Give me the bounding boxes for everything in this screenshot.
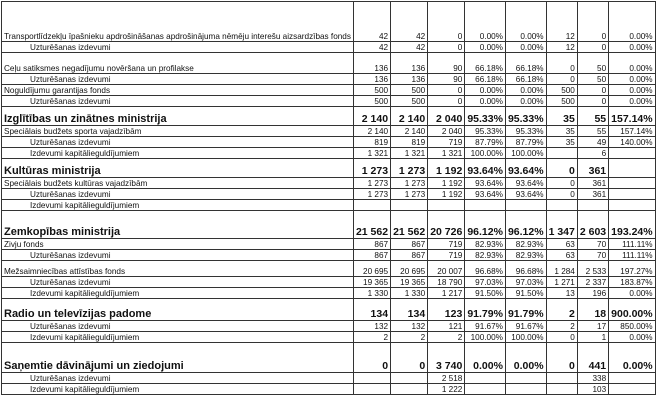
table-row: [2, 384, 656, 395]
cell-col8: [609, 148, 655, 159]
cell-col1: 19 365: [353, 277, 390, 288]
table-row: [2, 200, 656, 211]
table-row: [2, 126, 656, 137]
cell-col7: 441: [577, 343, 608, 373]
cell-col2: 42: [391, 42, 428, 53]
cell-col6: [546, 148, 577, 159]
cell-col3: 2 518: [428, 373, 465, 384]
cell-col2: 1 273: [391, 178, 428, 189]
table-row: [2, 332, 656, 343]
cell-col1: 1 273: [353, 189, 390, 200]
cell-col2: 867: [391, 239, 428, 250]
cell-col5: 100.00%: [505, 148, 546, 159]
row-label: Transportlīdzekļu īpašnieku apdrošināšanas apdrošinājuma nēmēju interešu aizsardzības fonds: [2, 2, 354, 42]
cell-col4: 93.64%: [465, 159, 506, 178]
cell-col2: 0: [391, 343, 428, 373]
cell-col5: 82.93%: [505, 239, 546, 250]
row-label: Ceļu satiksmes negadījumu novēršana un profilakse: [2, 53, 354, 74]
cell-col1: 0: [353, 343, 390, 373]
cell-col8: 111.11%: [609, 250, 655, 261]
cell-col1: 819: [353, 137, 390, 148]
cell-col5: 97.03%: [505, 277, 546, 288]
cell-col8: 183.87%: [609, 277, 655, 288]
cell-col8: [609, 373, 655, 384]
cell-col6: 500: [546, 96, 577, 107]
row-label: Izdevumi kapitālieguldījumiem: [2, 288, 354, 299]
cell-col3: [428, 200, 465, 211]
cell-col6: 1 271: [546, 277, 577, 288]
cell-col1: 1 273: [353, 178, 390, 189]
cell-col4: 0.00%: [465, 85, 506, 96]
row-label: Mežsaimniecības attīstības fonds: [2, 261, 354, 277]
row-label: Uzturēšanas izdevumi: [2, 74, 354, 85]
cell-col2: 1 321: [391, 148, 428, 159]
table-row: [2, 137, 656, 148]
cell-col2: 1 273: [391, 189, 428, 200]
cell-col5: 0.00%: [505, 96, 546, 107]
cell-col2: 867: [391, 250, 428, 261]
cell-col2: 19 365: [391, 277, 428, 288]
cell-col4: [465, 384, 506, 395]
cell-col6: 0: [546, 343, 577, 373]
table-row: [2, 239, 656, 250]
row-label: Speciālais budžets sporta vajadzībām: [2, 126, 354, 137]
cell-col3: 719: [428, 250, 465, 261]
table-row: [2, 189, 656, 200]
cell-col1: 136: [353, 74, 390, 85]
cell-col8: 0.00%: [609, 332, 655, 343]
cell-col4: 0.00%: [465, 343, 506, 373]
cell-col6: 35: [546, 137, 577, 148]
cell-col4: 91.79%: [465, 299, 506, 321]
cell-col7: 55: [577, 126, 608, 137]
table-row: [2, 288, 656, 299]
cell-col2: 500: [391, 96, 428, 107]
cell-col8: [609, 189, 655, 200]
cell-col2: 42: [391, 2, 428, 42]
cell-col2: 136: [391, 74, 428, 85]
cell-col7: 2 603: [577, 211, 608, 239]
cell-col7: 196: [577, 288, 608, 299]
cell-col5: 91.67%: [505, 321, 546, 332]
row-label: Saņemtie dāvinājumi un ziedojumi: [2, 343, 354, 373]
cell-col4: 95.33%: [465, 126, 506, 137]
cell-col7: 361: [577, 159, 608, 178]
cell-col1: 2 140: [353, 107, 390, 126]
cell-col5: 0.00%: [505, 85, 546, 96]
cell-col7: 338: [577, 373, 608, 384]
cell-col3: 123: [428, 299, 465, 321]
row-label: Izdevumi kapitālieguldījumiem: [2, 200, 354, 211]
cell-col4: 91.67%: [465, 321, 506, 332]
cell-col4: 96.68%: [465, 261, 506, 277]
cell-col7: 0: [577, 2, 608, 42]
cell-col5: [505, 200, 546, 211]
cell-col7: 17: [577, 321, 608, 332]
cell-col5: 66.18%: [505, 74, 546, 85]
cell-col3: 90: [428, 74, 465, 85]
cell-col4: 66.18%: [465, 53, 506, 74]
cell-col2: [391, 373, 428, 384]
table-row: [2, 277, 656, 288]
cell-col5: 0.00%: [505, 2, 546, 42]
cell-col4: 82.93%: [465, 250, 506, 261]
cell-col1: 42: [353, 42, 390, 53]
row-label: Uzturēšanas izdevumi: [2, 250, 354, 261]
cell-col5: 96.12%: [505, 211, 546, 239]
cell-col6: 1 284: [546, 261, 577, 277]
table-row: [2, 148, 656, 159]
cell-col4: 66.18%: [465, 74, 506, 85]
cell-col8: 157.14%: [609, 126, 655, 137]
cell-col2: 20 695: [391, 261, 428, 277]
cell-col8: 111.11%: [609, 239, 655, 250]
cell-col4: 96.12%: [465, 211, 506, 239]
cell-col5: 93.64%: [505, 189, 546, 200]
cell-col8: 157.14%: [609, 107, 655, 126]
cell-col6: 500: [546, 85, 577, 96]
table-row: [2, 74, 656, 85]
cell-col3: 0: [428, 42, 465, 53]
cell-col7: 50: [577, 53, 608, 74]
cell-col7: 361: [577, 189, 608, 200]
row-label: Noguldījumu garantijas fonds: [2, 85, 354, 96]
cell-col6: 2: [546, 299, 577, 321]
cell-col1: 132: [353, 321, 390, 332]
table-row: [2, 321, 656, 332]
cell-col5: [505, 373, 546, 384]
cell-col5: 82.93%: [505, 250, 546, 261]
table-row: [2, 343, 656, 373]
row-label: Zivju fonds: [2, 239, 354, 250]
cell-col5: 95.33%: [505, 107, 546, 126]
cell-col6: [546, 384, 577, 395]
budget-table: [1, 1, 656, 395]
cell-col4: 0.00%: [465, 42, 506, 53]
cell-col6: 35: [546, 107, 577, 126]
cell-col3: 18 790: [428, 277, 465, 288]
row-label: Uzturēšanas izdevumi: [2, 96, 354, 107]
cell-col5: 100.00%: [505, 332, 546, 343]
cell-col7: 0: [577, 85, 608, 96]
table-row: [2, 178, 656, 189]
cell-col7: 1: [577, 332, 608, 343]
table-row: [2, 261, 656, 277]
cell-col4: 95.33%: [465, 107, 506, 126]
cell-col1: 134: [353, 299, 390, 321]
cell-col1: 867: [353, 250, 390, 261]
cell-col3: 1 321: [428, 148, 465, 159]
cell-col3: 121: [428, 321, 465, 332]
cell-col1: [353, 373, 390, 384]
cell-col8: 0.00%: [609, 288, 655, 299]
cell-col8: 0.00%: [609, 42, 655, 53]
cell-col6: 63: [546, 250, 577, 261]
cell-col6: 0: [546, 74, 577, 85]
cell-col2: 2 140: [391, 107, 428, 126]
cell-col6: 0: [546, 189, 577, 200]
table-row: [2, 42, 656, 53]
table-row: [2, 299, 656, 321]
row-label: Uzturēšanas izdevumi: [2, 189, 354, 200]
cell-col7: 361: [577, 178, 608, 189]
cell-col8: [609, 178, 655, 189]
cell-col3: 20 007: [428, 261, 465, 277]
cell-col5: [505, 384, 546, 395]
cell-col3: 0: [428, 96, 465, 107]
row-label: Uzturēšanas izdevumi: [2, 137, 354, 148]
cell-col2: 1 273: [391, 159, 428, 178]
cell-col1: 2 140: [353, 126, 390, 137]
cell-col2: [391, 200, 428, 211]
cell-col6: 35: [546, 126, 577, 137]
cell-col3: 1 192: [428, 159, 465, 178]
cell-col3: 1 192: [428, 178, 465, 189]
cell-col1: 21 562: [353, 211, 390, 239]
row-label: Uzturēšanas izdevumi: [2, 321, 354, 332]
cell-col2: [391, 384, 428, 395]
cell-col3: 719: [428, 137, 465, 148]
cell-col3: 2: [428, 332, 465, 343]
cell-col2: 819: [391, 137, 428, 148]
cell-col3: 0: [428, 85, 465, 96]
cell-col8: 140.00%: [609, 137, 655, 148]
cell-col7: 49: [577, 137, 608, 148]
cell-col6: 1 347: [546, 211, 577, 239]
table-row: [2, 96, 656, 107]
cell-col2: 136: [391, 53, 428, 74]
cell-col7: 2 337: [577, 277, 608, 288]
cell-col7: [577, 200, 608, 211]
cell-col1: 1 330: [353, 288, 390, 299]
cell-col6: 13: [546, 288, 577, 299]
cell-col3: 1 217: [428, 288, 465, 299]
cell-col4: 82.93%: [465, 239, 506, 250]
cell-col1: 1 273: [353, 159, 390, 178]
cell-col1: 500: [353, 96, 390, 107]
cell-col8: 0.00%: [609, 96, 655, 107]
cell-col8: 193.24%: [609, 211, 655, 239]
cell-col7: 103: [577, 384, 608, 395]
cell-col1: 136: [353, 53, 390, 74]
cell-col5: 0.00%: [505, 343, 546, 373]
cell-col6: [546, 373, 577, 384]
cell-col1: [353, 384, 390, 395]
cell-col1: 20 695: [353, 261, 390, 277]
cell-col5: 93.64%: [505, 159, 546, 178]
row-label: Izdevumi kapitālieguldījumiem: [2, 384, 354, 395]
row-label: Kultūras ministrija: [2, 159, 354, 178]
row-label: Izdevumi kapitālieguldījumiem: [2, 148, 354, 159]
cell-col7: 55: [577, 107, 608, 126]
cell-col4: 97.03%: [465, 277, 506, 288]
cell-col7: 0: [577, 42, 608, 53]
cell-col6: 12: [546, 42, 577, 53]
cell-col6: 2: [546, 321, 577, 332]
cell-col5: 96.68%: [505, 261, 546, 277]
cell-col2: 2: [391, 332, 428, 343]
row-label: Uzturēšanas izdevumi: [2, 42, 354, 53]
cell-col4: 100.00%: [465, 148, 506, 159]
cell-col1: 1 321: [353, 148, 390, 159]
cell-col8: 0.00%: [609, 74, 655, 85]
cell-col8: 197.27%: [609, 261, 655, 277]
cell-col5: 95.33%: [505, 126, 546, 137]
cell-col4: 0.00%: [465, 96, 506, 107]
cell-col1: 2: [353, 332, 390, 343]
cell-col3: 0: [428, 2, 465, 42]
cell-col3: 3 740: [428, 343, 465, 373]
cell-col3: 2 040: [428, 107, 465, 126]
cell-col7: 6: [577, 148, 608, 159]
cell-col1: 42: [353, 2, 390, 42]
cell-col4: 0.00%: [465, 2, 506, 42]
cell-col8: 0.00%: [609, 85, 655, 96]
cell-col4: 87.79%: [465, 137, 506, 148]
cell-col2: 1 330: [391, 288, 428, 299]
cell-col8: 900.00%: [609, 299, 655, 321]
cell-col6: 0: [546, 332, 577, 343]
row-label: Izdevumi kapitālieguldījumiem: [2, 332, 354, 343]
cell-col7: 2 533: [577, 261, 608, 277]
table-row: [2, 211, 656, 239]
row-label: Speciālais budžets kultūras vajadzībām: [2, 178, 354, 189]
cell-col7: 70: [577, 250, 608, 261]
table-row: [2, 53, 656, 74]
cell-col4: 100.00%: [465, 332, 506, 343]
cell-col3: 2 040: [428, 126, 465, 137]
cell-col5: 66.18%: [505, 53, 546, 74]
cell-col4: [465, 373, 506, 384]
cell-col5: 93.64%: [505, 178, 546, 189]
cell-col7: 70: [577, 239, 608, 250]
table-row: [2, 2, 656, 42]
cell-col4: 93.64%: [465, 178, 506, 189]
cell-col2: 134: [391, 299, 428, 321]
cell-col8: 850.00%: [609, 321, 655, 332]
cell-col7: 0: [577, 96, 608, 107]
cell-col4: 93.64%: [465, 189, 506, 200]
cell-col6: 12: [546, 2, 577, 42]
cell-col3: 20 726: [428, 211, 465, 239]
row-label: Radio un televīzijas padome: [2, 299, 354, 321]
row-label: Zemkopības ministrija: [2, 211, 354, 239]
cell-col3: 1 222: [428, 384, 465, 395]
cell-col1: 867: [353, 239, 390, 250]
cell-col8: 0.00%: [609, 2, 655, 42]
cell-col5: 0.00%: [505, 42, 546, 53]
cell-col3: 90: [428, 53, 465, 74]
cell-col6: 0: [546, 178, 577, 189]
cell-col2: 2 140: [391, 126, 428, 137]
cell-col3: 719: [428, 239, 465, 250]
cell-col1: 500: [353, 85, 390, 96]
cell-col4: 91.50%: [465, 288, 506, 299]
cell-col6: 0: [546, 53, 577, 74]
row-label: Uzturēšanas izdevumi: [2, 373, 354, 384]
cell-col5: 87.79%: [505, 137, 546, 148]
cell-col8: 0.00%: [609, 53, 655, 74]
cell-col3: 1 192: [428, 189, 465, 200]
cell-col2: 132: [391, 321, 428, 332]
table-row: [2, 107, 656, 126]
table-row: [2, 373, 656, 384]
cell-col2: 500: [391, 85, 428, 96]
cell-col4: [465, 200, 506, 211]
cell-col7: 50: [577, 74, 608, 85]
cell-col6: 63: [546, 239, 577, 250]
row-label: Izglītības un zinātnes ministrija: [2, 107, 354, 126]
cell-col2: 21 562: [391, 211, 428, 239]
cell-col7: 18: [577, 299, 608, 321]
table-row: [2, 250, 656, 261]
cell-col8: [609, 159, 655, 178]
cell-col6: [546, 200, 577, 211]
row-label: Uzturēšanas izdevumi: [2, 277, 354, 288]
table-row: [2, 159, 656, 178]
table-row: [2, 85, 656, 96]
cell-col5: 91.50%: [505, 288, 546, 299]
cell-col5: 91.79%: [505, 299, 546, 321]
cell-col6: 0: [546, 159, 577, 178]
cell-col8: 0.00%: [609, 343, 655, 373]
cell-col8: [609, 200, 655, 211]
cell-col8: [609, 384, 655, 395]
cell-col1: [353, 200, 390, 211]
